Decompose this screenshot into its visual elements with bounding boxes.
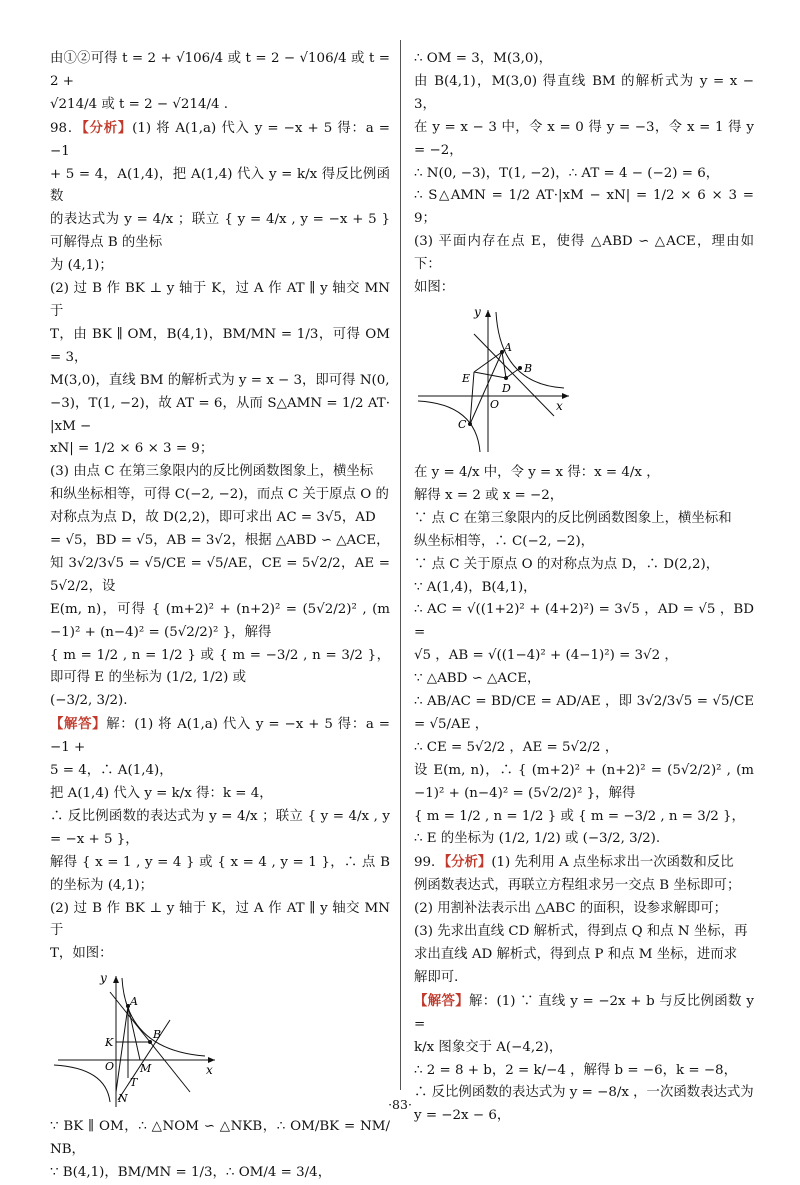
- figure-abd-ace-svg: [414, 306, 574, 456]
- point-d: [504, 376, 508, 380]
- text-line: ∴ CE = 5√2/2 ，AE = 5√2/2 ，: [414, 739, 619, 755]
- label-o: O: [490, 397, 500, 411]
- text-line: T，由 BK ∥ OM，B(4,1)，BM/MN = 1/3，可得 OM = 3，: [50, 326, 390, 365]
- text-line: 和纵坐标相等，可得 C(−2, −2)，而点 C 关于原点 O 的: [50, 487, 389, 503]
- segment-am: [128, 1006, 140, 1060]
- label-t: T: [130, 1076, 138, 1090]
- problem-98-heading: 98．【分析】(1) 将 A(1,a) 代入 y = −x + 5 得：a = −1: [50, 119, 390, 159]
- text-line: ∴ S△AMN = 1/2 AT·|xM − xN| = 1/2 × 6 × 3 = 9；: [414, 188, 754, 227]
- text-line: T，如图：: [50, 946, 113, 962]
- label-x: x: [556, 398, 563, 413]
- text-line: xN| = 1/2 × 6 × 3 = 9；: [50, 441, 214, 457]
- point-c: [468, 422, 472, 426]
- figure-amn: [50, 972, 390, 1110]
- label-n: N: [118, 1092, 128, 1106]
- text-line: 由 B(4,1)，M(3,0) 得直线 BM 的解析式为 y = x − 3，: [414, 73, 754, 112]
- line-ab: [474, 334, 554, 416]
- figure-abd-ace: [414, 306, 754, 456]
- text-line: 例函数表达式，再联立方程组求另一交点 B 坐标即可；: [414, 878, 741, 894]
- text-line: 把 A(1,4) 代入 y = k/x 得：k = 4，: [50, 786, 273, 801]
- text-line: + 5 = 4，A(1,4)，把 A(1,4) 代入 y = k/x 得反比例函数: [50, 166, 390, 205]
- text-line: ∵ △ABD ∽ △ACE，: [414, 671, 541, 687]
- text-line: 由①②可得 t = 2 + √106/4 或 t = 2 − √106/4 或 t = 2 +: [50, 51, 390, 89]
- text-line: 在 y = 4/x 中，令 y = x 得：x = 4/x ，: [414, 464, 660, 480]
- text-line: ∴ AB/AC = BD/CE = AD/AE ，即 3√2/3√5 = √5/CE = √5/AE ，: [414, 694, 754, 732]
- column-divider: [400, 40, 401, 1090]
- text-line: (2) 过 B 作 BK ⊥ y 轴于 K，过 A 作 AT ∥ y 轴交 MN 于: [50, 281, 390, 319]
- text-line: (3) 由点 C 在第三象限内的反比例函数图象上，横坐标: [50, 464, 374, 480]
- text-line: √5 ，AB = √((1−4)² + (4−1)²) = 3√2 ，: [414, 648, 678, 664]
- text-line: ∵ BK ∥ OM，∴ △NOM ∽ △NKB，∴ OM/BK = NM/NB，: [50, 1119, 390, 1158]
- text-line: E(m, n)，可得 { (m+2)² + (n+2)² = (5√2/2)² , (m−1)² + (n−4)² = (5√2/2)² }，解得: [50, 601, 390, 640]
- y-axis-arrow: [485, 310, 491, 317]
- text-line: { m = 1/2 , n = 1/2 } 或 { m = −3/2 , n = 3/2 }，: [414, 808, 745, 824]
- text-line: { m = 1/2 , n = 1/2 } 或 { m = −3/2 , n = 3/2 }，即可得 E 的坐标为 (1/2, 1/2) 或: [50, 647, 390, 686]
- text-line: √214/4 或 t = 2 − √214/4 .: [50, 96, 229, 112]
- text-line: (2) 用割补法表示出 △ABC 的面积，设参求解即可；: [414, 901, 728, 917]
- text-line: 解得 { x = 1 , y = 4 } 或 { x = 4 , y = 1 }，∴ 点 B 的坐标为 (4,1)；: [50, 854, 390, 893]
- text-line: 在 y = x − 3 中，令 x = 0 得 y = −3，令 x = 1 得 y = −2，: [414, 119, 754, 158]
- text-line: (3) 先求出直线 CD 解析式，得到点 Q 和点 N 坐标，再: [414, 924, 748, 940]
- label-y: y: [474, 304, 481, 319]
- text-line: 设 E(m, n)，∴ { (m+2)² + (n+2)² = (5√2/2)² , (m−1)² + (n−4)² = (5√2/2)² }，解得: [414, 762, 754, 801]
- segment-ad: [502, 352, 506, 378]
- point-b: [518, 366, 522, 370]
- text-line: k/x 图象交于 A(−4,2)，: [414, 1039, 563, 1055]
- label-y: y: [100, 971, 107, 986]
- segment-ac: [470, 352, 502, 424]
- label-x: x: [206, 1063, 213, 1078]
- y-axis-arrow: [113, 976, 119, 983]
- hyperbola-q1: [122, 978, 205, 1056]
- problem-99-heading: 99．【分析】(1) 先利用 A 点坐标求出一次函数和反比: [414, 854, 734, 871]
- text-line: 如图：: [414, 280, 455, 296]
- text-line: (2) 过 B 作 BK ⊥ y 轴于 K，过 A 作 AT ∥ y 轴交 MN 于: [50, 900, 390, 939]
- label-k: K: [105, 1036, 114, 1050]
- text-line: ∴ 反比例函数的表达式为 y = −8/x ，一次函数表达式为: [414, 1085, 754, 1101]
- page-number: ·83·: [388, 1097, 412, 1112]
- solution-tag: 【解答】: [414, 992, 470, 1009]
- label-m: M: [140, 1062, 152, 1076]
- text-line: y = −2x − 6，: [414, 1108, 511, 1124]
- left-column: [50, 48, 390, 1185]
- text-line: ∴ 反比例函数的表达式为 y = 4/x ；联立 { y = 4/x , y = −x + 5 }，: [50, 808, 390, 847]
- text-line: ∵ 点 C 在第三象限内的反比例函数图象上，横坐标和: [414, 510, 732, 526]
- text-line: 对称点为点 D，故 D(2,2)，即可求出 AC = 3√5，AD: [50, 510, 376, 526]
- label-b: B: [153, 1028, 162, 1042]
- text-line: 5 = 4，∴ A(1,4)，: [50, 763, 173, 779]
- analysis-tag: 【分析】: [444, 854, 492, 871]
- text-line: 的表达式为 y = 4/x ；联立 { y = 4/x , y = −x + 5 } 可解得点 B 的坐标: [50, 212, 390, 251]
- text-line: ∴ AC = √((1+2)² + (4+2)²) = 3√5 ，AD = √5 ，BD =: [414, 602, 754, 641]
- segment-an: [116, 1006, 128, 1092]
- text-line: ∴ OM = 3，M(3,0)，: [414, 51, 552, 66]
- analysis-tag: 【分析】: [82, 119, 133, 136]
- label-b: B: [524, 361, 533, 375]
- text-line: −3)，T(1, −2)，故 AT = 6，从而 S△AMN = 1/2 AT·|xM −: [50, 395, 390, 434]
- label-a: A: [504, 340, 512, 354]
- text-line: ∵ B(4,1)，BM/MN = 1/3，∴ OM/4 = 3/4，: [50, 1165, 332, 1181]
- text-line: 为 (4,1)；: [50, 258, 113, 274]
- text-line: ∵ 点 C 关于原点 O 的对称点为点 D，∴ D(2,2)，: [414, 556, 720, 572]
- text-line: 解得 x = 2 或 x = −2，: [414, 487, 564, 503]
- text-line: 求出直线 AD 解析式，得到点 P 和点 M 坐标，进而求: [414, 947, 738, 962]
- segment-ed: [474, 372, 506, 378]
- label-a: A: [130, 995, 138, 1009]
- label-e: E: [462, 371, 471, 385]
- solution-heading: 【解答】解：(1) 将 A(1,a) 代入 y = −x + 5 得：a = −1 +: [50, 716, 390, 756]
- solution-tag: 【解答】: [50, 716, 107, 733]
- x-axis-arrow: [562, 393, 569, 399]
- text-line: 纵坐标相等，∴ C(−2, −2)，: [414, 533, 595, 549]
- text-line: 解即可．: [414, 969, 468, 985]
- text-line: ∴ 2 = 8 + b，2 = k/−4 ，解得 b = −6，k = −8，: [414, 1062, 737, 1078]
- label-d: D: [502, 381, 511, 395]
- solution-heading: 【解答】解：(1) ∵ 直线 y = −2x + b 与反比例函数 y =: [414, 992, 754, 1032]
- figure-amn-svg: [50, 972, 220, 1110]
- label-o: O: [105, 1060, 115, 1074]
- text-line: = √5，BD = √5，AB = 3√2，根据 △ABD ∽ △ACE，: [50, 533, 390, 549]
- label-c: C: [458, 417, 467, 431]
- text-line: M(3,0)，直线 BM 的解析式为 y = x − 3，即可得 N(0,: [50, 372, 390, 388]
- text-line: ∴ E 的坐标为 (1/2, 1/2) 或 (−3/2, 3/2).: [414, 831, 661, 847]
- text-line: ∴ N(0, −3)，T(1, −2)，∴ AT = 4 − (−2) = 6，: [414, 165, 720, 181]
- text-line: (−3/2, 3/2).: [50, 693, 128, 709]
- text-line: (3) 平面内存在点 E，使得 △ABD ∽ △ACE，理由如下：: [414, 234, 754, 273]
- text-line: ∵ A(1,4)，B(4,1)，: [414, 579, 537, 595]
- point-b: [148, 1040, 152, 1044]
- right-column: [414, 48, 754, 1128]
- text-line: 知 3√2/3√5 = √5/CE = √5/AE，CE = 5√2/2，AE = 5√2/2，设: [50, 555, 390, 594]
